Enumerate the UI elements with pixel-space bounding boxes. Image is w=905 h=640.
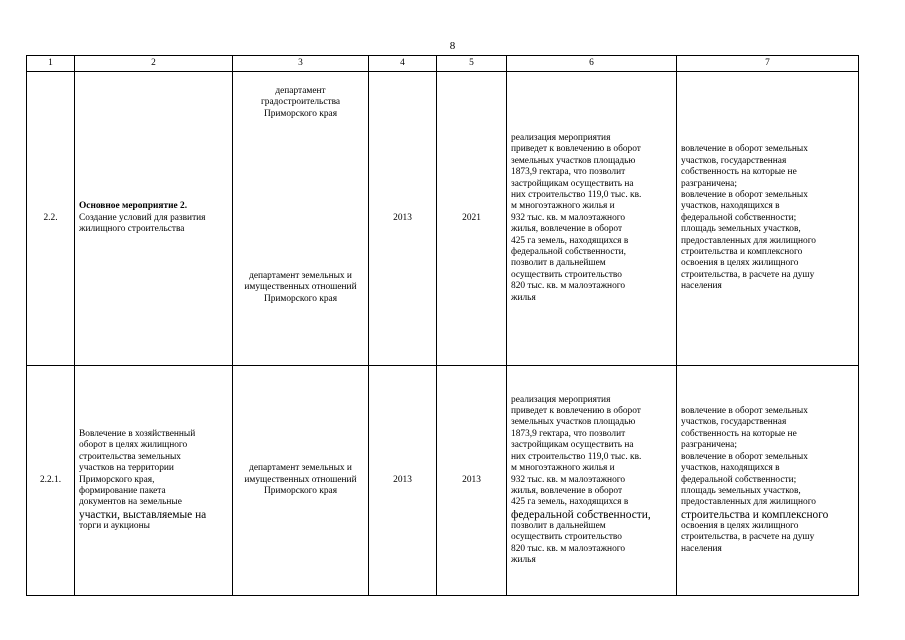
indicator-line: разграничена;: [681, 440, 737, 451]
header-cell-5: 5: [437, 56, 507, 72]
expected-result: [507, 366, 677, 596]
end-year: 2013: [437, 366, 507, 596]
result-line: м многоэтажного жилья и: [511, 201, 615, 212]
measure-title-bold: Основное мероприятие 2.: [79, 201, 188, 212]
start-year: 2013: [369, 366, 437, 596]
result-line: жилья, вовлечение в оборот: [511, 224, 623, 235]
table-row: [27, 72, 859, 366]
indicator-line: предоставленных для жилищного: [681, 497, 816, 508]
indicator-line: освоения в целях жилищного: [681, 520, 799, 531]
indicator-line: участков, государственная: [681, 155, 787, 166]
result-line: застройщикам осуществить на: [511, 440, 634, 451]
result-line: 425 га земель, находящихся в: [511, 497, 629, 508]
indicator-line: разграничена;: [681, 178, 737, 189]
title-line: строительства земельных: [79, 451, 181, 462]
result-line: приведет к вовлечению в оборот: [511, 406, 641, 417]
indicator-line: предоставленных для жилищного: [681, 235, 816, 246]
expected-result-lines: [511, 133, 672, 304]
result-line: реализация мероприятия: [511, 132, 611, 143]
responsible-dept-bottom: департамент земельных и имущественных отношений Приморского края: [244, 270, 357, 304]
expected-result: [507, 72, 677, 366]
indicator-line: участков, находящихся в: [681, 463, 780, 474]
indicator-line: строительства, в расчете на душу: [681, 532, 815, 543]
indicator-line: площадь земельных участков,: [681, 485, 801, 496]
title-line: участки, выставляемые на: [79, 508, 207, 521]
result-line: земельных участков площадью: [511, 417, 636, 428]
responsible-dept-top: департамент градостроительства Приморского края: [260, 86, 341, 119]
responsible-cell: [233, 72, 369, 366]
header-cell-1: 1: [27, 56, 75, 72]
indicator-line: федеральной собственности;: [681, 474, 797, 485]
responsible-dept: департамент земельных и имущественных отношений Приморского края: [233, 366, 369, 596]
indicator-line: вовлечение в оборот земельных: [681, 144, 808, 155]
indicator-line: собственность на которые не: [681, 167, 797, 178]
title-line: формирование пакета: [79, 485, 166, 496]
indicator-line: федеральной собственности;: [681, 212, 797, 223]
measure-title-text: Создание условий для развития жилищного строительства: [79, 212, 206, 235]
title-line: Вовлечение в хозяйственный: [79, 428, 196, 439]
end-year: 2021: [437, 72, 507, 366]
result-line: федеральной собственности,: [511, 508, 651, 521]
header-cell-7: 7: [677, 56, 859, 72]
indicator-line: собственность на которые не: [681, 428, 797, 439]
expected-result-lines: [511, 395, 672, 567]
title-line: Приморского края,: [79, 474, 155, 485]
result-line: них строительство 119,0 тыс. кв.: [511, 451, 642, 462]
result-line: позволит в дальнейшем: [511, 520, 606, 531]
result-line: них строительство 119,0 тыс. кв.: [511, 189, 642, 200]
indicator-line: освоения в целях жилищного: [681, 258, 799, 269]
indicator-line: строительства и комплексного: [681, 508, 829, 521]
header-row: [27, 56, 859, 72]
result-line: федеральной собственности,: [511, 247, 626, 258]
indicator-line: населения: [681, 281, 722, 292]
indicator-line: строительства и комплексного: [681, 247, 803, 258]
target-indicators: [677, 366, 859, 596]
indicator-line: вовлечение в оборот земельных: [681, 451, 808, 462]
result-line: 425 га земель, находящихся в: [511, 235, 629, 246]
measure-title-lines: [79, 429, 228, 532]
start-year: 2013: [369, 72, 437, 366]
row-number: 2.2.: [27, 72, 75, 366]
title-line: участков на территории: [79, 463, 174, 474]
result-line: осуществить строительство: [511, 532, 622, 543]
target-indicator-lines: [681, 144, 854, 292]
result-line: позволит в дальнейшем: [511, 258, 606, 269]
measure-title: [75, 366, 233, 596]
program-table: [26, 55, 859, 596]
result-line: приведет к вовлечению в оборот: [511, 144, 641, 155]
header-cell-6: 6: [507, 56, 677, 72]
result-line: 1873,9 гектара, что позволит: [511, 167, 626, 178]
result-line: 820 тыс. кв. м малоэтажного: [511, 281, 626, 292]
row-number: 2.2.1.: [27, 366, 75, 596]
result-line: 932 тыс. кв. м малоэтажного: [511, 474, 626, 485]
target-indicator-lines: [681, 406, 854, 555]
title-line: оборот в целях жилищного: [79, 440, 188, 451]
title-line: документов на земельные: [79, 497, 182, 508]
header-cell-2: 2: [75, 56, 233, 72]
result-line: земельных участков площадью: [511, 155, 636, 166]
indicator-line: вовлечение в оборот земельных: [681, 406, 808, 417]
result-line: жилья: [511, 554, 536, 565]
result-line: 932 тыс. кв. м малоэтажного: [511, 212, 626, 223]
indicator-line: вовлечение в оборот земельных: [681, 189, 808, 200]
header-cell-4: 4: [369, 56, 437, 72]
target-indicators: [677, 72, 859, 366]
result-line: застройщикам осуществить на: [511, 178, 634, 189]
indicator-line: участков, государственная: [681, 417, 787, 428]
indicator-line: строительства, в расчете на душу: [681, 269, 815, 280]
indicator-line: населения: [681, 543, 722, 554]
result-line: 820 тыс. кв. м малоэтажного: [511, 543, 626, 554]
page-number: 8: [449, 40, 456, 52]
header-cell-3: 3: [233, 56, 369, 72]
result-line: м многоэтажного жилья и: [511, 463, 615, 474]
indicator-line: площадь земельных участков,: [681, 224, 801, 235]
measure-title: [75, 72, 233, 366]
title-line: торги и аукционы: [79, 520, 150, 531]
result-line: 1873,9 гектара, что позволит: [511, 428, 626, 439]
table-row: [27, 366, 859, 596]
result-line: жилья: [511, 292, 536, 303]
result-line: жилья, вовлечение в оборот: [511, 485, 623, 496]
result-line: реализация мероприятия: [511, 394, 611, 405]
indicator-line: участков, находящихся в: [681, 201, 780, 212]
result-line: осуществить строительство: [511, 269, 622, 280]
